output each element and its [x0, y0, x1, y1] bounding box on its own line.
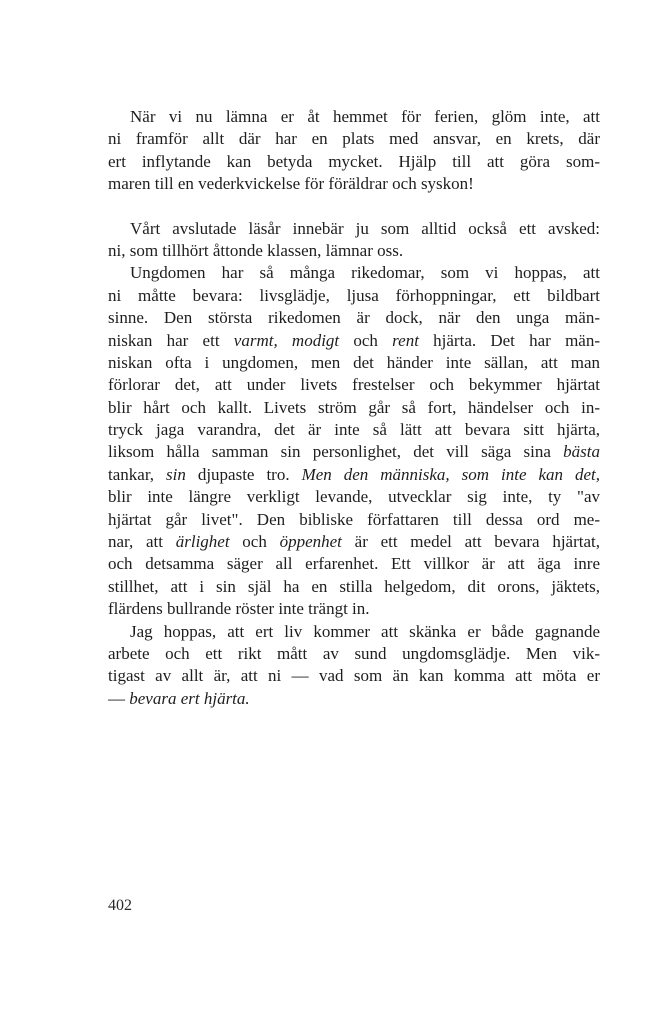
page-number: 402 [108, 897, 132, 914]
text-line: ni, som tillhört åttonde klassen, lämnar oss. [108, 240, 404, 260]
text-line: niskan har ett varmt, modigt och rent hjärta. Det har män- [108, 330, 600, 350]
text-line: och detsamma säger all erfarenhet. Ett villkor är att äga inre [108, 554, 600, 574]
text-line: tryck jaga varandra, det är inte så lätt att bevara sitt hjärta, [108, 420, 600, 440]
body-text [108, 106, 600, 710]
text-line: maren till en vederkvickelse för föräldrar och syskon! [108, 174, 474, 194]
text-line: Ungdomen har så många rikedomar, som vi hoppas, att [130, 263, 600, 283]
paragraph [108, 621, 600, 711]
text-line: arbete och ett rikt mått av sund ungdomsglädje. Men vik- [108, 643, 600, 663]
text-line: blir hårt och kallt. Livets ström går så fort, händelser och in- [108, 397, 600, 417]
text-line: — bevara ert hjärta. [108, 688, 250, 708]
text-line: stillhet, att i sin själ ha en stilla helgedom, dit orons, jäktets, [108, 576, 600, 596]
paragraph-gap [108, 196, 600, 218]
text-line: ert inflytande kan betyda mycket. Hjälp till att göra som- [108, 151, 600, 171]
text-line: niskan ofta i ungdomen, men det händer inte sällan, att man [108, 352, 600, 372]
text-line: blir inte längre verkligt levande, utvecklar sig inte, ty "av [108, 487, 600, 507]
text-line: liksom hålla samman sin personlighet, det vill säga sina bästa [108, 442, 600, 462]
text-line: ni framför allt där har en plats med ansvar, en krets, där [108, 129, 600, 149]
text-line: Vårt avslutade läsår innebär ju som alltid också ett avsked: [130, 218, 600, 238]
text-line: tankar, sin djupaste tro. Men den människa, som inte kan det, [108, 464, 600, 484]
paragraph [108, 262, 600, 620]
text-line: flärdens bullrande röster inte trängt in. [108, 599, 370, 619]
text-line: Jag hoppas, att ert liv kommer att skänka er både gagnande [130, 621, 600, 641]
text-line: förlorar det, att under livets frestelser och bekymmer hjärtat [108, 375, 600, 395]
paragraph [108, 218, 600, 263]
text-line: hjärtat går livet". Den bibliske författaren till dessa ord me- [108, 509, 600, 529]
text-line: När vi nu lämna er åt hemmet för ferien, glöm inte, att [130, 107, 600, 126]
text-line: nar, att ärlighet och öppenhet är ett medel att bevara hjärtat, [108, 532, 600, 552]
text-line: tigast av allt är, att ni — vad som än kan komma att möta er [108, 666, 600, 686]
text-line: sinne. Den största rikedomen är dock, när den unga män- [108, 308, 600, 328]
text-line: ni måtte bevara: livsglädje, ljusa förhoppningar, ett bildbart [108, 285, 600, 305]
paragraph [108, 106, 600, 196]
